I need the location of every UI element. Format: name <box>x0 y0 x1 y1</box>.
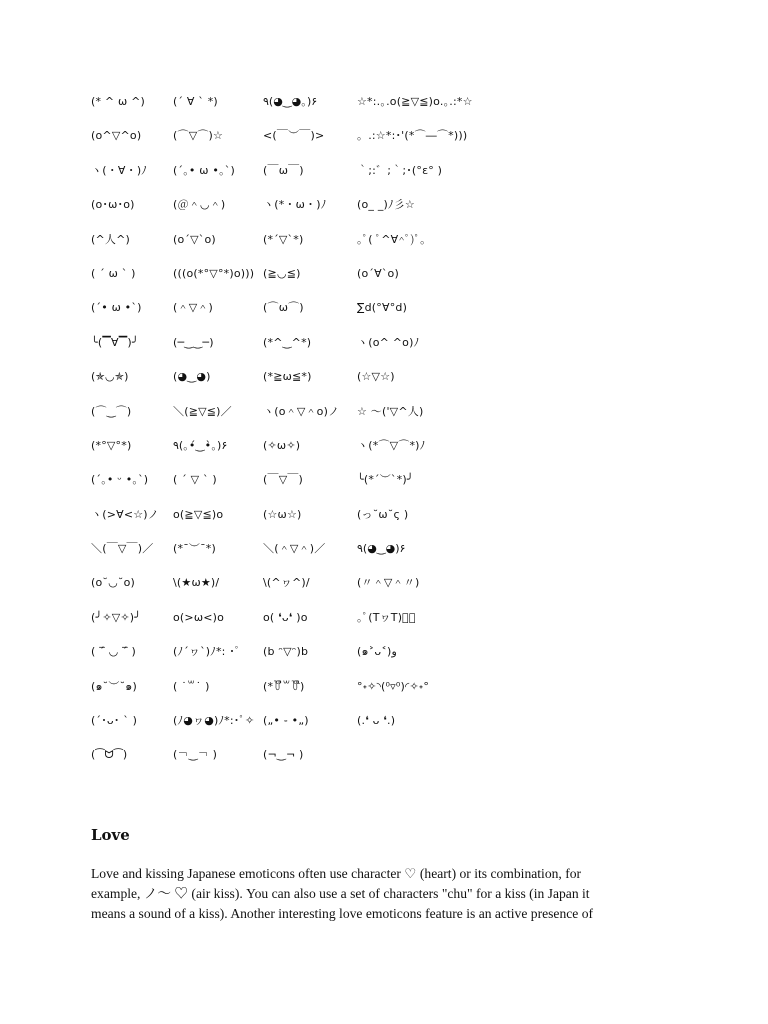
emoticon: (´ ∀ ` *) <box>173 95 218 108</box>
emoticon: (*꒦ິ꒳꒦ີ) <box>263 679 305 693</box>
emoticon: (*¯︶¯*) <box>173 542 216 556</box>
emoticon: ( ´ ▽ ` ) <box>173 473 217 487</box>
emoticon: ヽ(>∀<☆)ノ <box>91 507 160 521</box>
emoticon: ∑d(°∀°d) <box>357 301 408 315</box>
emoticon: (´• ω •`) <box>91 301 142 315</box>
emoticon: (☆▽☆) <box>357 370 395 384</box>
emoticon: (.❛ ᴗ ❛.) <box>357 714 396 728</box>
emoticon: („• ֊ •„) <box>263 714 309 728</box>
emoticon: ╰(▔∀▔)╯ <box>91 335 139 349</box>
emoticon: ٩(◕‿◕｡)۶ <box>263 95 318 108</box>
emoticon: ☆ ～('▽^人) <box>357 404 424 418</box>
emoticon: (〃＾▽＾〃) <box>357 576 420 590</box>
emoticon: \(★ω★)/ <box>173 576 220 590</box>
emoticon: (o^▽^o) <box>91 129 142 143</box>
emoticon: (⌒ω⌒) <box>263 301 304 315</box>
emoticon: (๑˘︶˘๑) <box>91 679 137 693</box>
emoticon: (◕‿◕) <box>173 370 211 384</box>
emoticon: (✧ω✧) <box>263 438 301 452</box>
emoticon: (´｡• ᵕ •｡`) <box>91 473 149 487</box>
emoticon: ( ˙꒳​˙ ) <box>173 679 210 693</box>
paragraph-line: example, ノ～ ♡ (air kiss). You can also use a set of characters "chu" for a kiss (in Japan it <box>91 885 590 901</box>
emoticon: (*≧ω≦*) <box>263 370 312 384</box>
emoticon: 。.:☆*:･'(*⌒―⌒*))) <box>357 129 468 143</box>
emoticon: ( ´ ω ` ) <box>91 266 136 280</box>
emoticon: (¬‿¬ ) <box>263 748 304 762</box>
emoticon: ヽ(*⌒▽⌒*)ﾉ <box>357 438 426 452</box>
emoticon: (＠＾◡＾) <box>173 198 226 212</box>
emoticon: (っ˘ω˘ς ) <box>357 507 409 521</box>
emoticon <box>357 745 597 779</box>
emoticon: (ﾉ◕ヮ◕)ﾉ*:･ﾟ✧ <box>173 714 255 728</box>
emoticon: ٩(｡•́‿•̀｡)۶ <box>173 438 228 452</box>
emoticon: (*´▽`*) <box>263 232 304 246</box>
emoticon: ヽ(o＾▽＾o)ノ <box>263 404 340 418</box>
emoticon: ＼(￣▽￣)／ <box>91 542 154 556</box>
emoticon: (￢‿￢ ) <box>173 748 218 762</box>
emoticon: (￣ω￣) <box>263 163 304 177</box>
emoticon: o( ❛ᴗ❛ )o <box>263 610 308 624</box>
emoticon: (─‿‿─) <box>173 335 214 349</box>
emoticon: (* ^ ω ^) <box>91 95 146 108</box>
emoticon: ｡ﾟ( ﾟ^∀^ﾟ)ﾟ｡ <box>357 232 426 246</box>
emoticon: (((o(*°▽°*)o))) <box>173 266 255 280</box>
emoticon: (o･ω･o) <box>91 198 135 212</box>
emoticon: ＼(＾▽＾)／ <box>263 542 326 556</box>
paragraph-line: Love and kissing Japanese emoticons often use character ♡ (heart) or its combination, for <box>91 866 582 881</box>
emoticon: (o´▽`o) <box>173 232 216 246</box>
emoticon: (´･ᴗ･ ` ) <box>91 714 138 728</box>
emoticon: \(^ヮ^)/ <box>263 576 310 590</box>
emoticon: <(￣︶￣)> <box>263 129 325 143</box>
emoticon: o(>ω<)o <box>173 610 225 624</box>
emoticon: (ﾉ´ヮ`)ﾉ*: ･ﾟ <box>173 645 241 659</box>
emoticon: (b ᵔ▽ᵔ)b <box>263 645 309 659</box>
emoticon: ＼(≧▽≦)／ <box>173 404 232 418</box>
emoticon: (o´∀`o) <box>357 266 399 280</box>
emoticon: (⌒‿⌒) <box>91 404 132 418</box>
emoticon: ヽ(・∀・)ﾉ <box>91 163 148 177</box>
emoticon: (^人^) <box>91 232 131 246</box>
emoticon: (＾▽＾) <box>173 301 214 315</box>
emoticon: (´｡• ω •｡`) <box>173 163 235 177</box>
emoticon: (￣▽￣) <box>263 473 304 487</box>
emoticon: °˖✧◝(⁰▿⁰)◜✧˖° <box>357 679 430 693</box>
emoticon-grid <box>91 92 691 780</box>
emoticon: (o˘◡˘o) <box>91 576 136 590</box>
emoticon: ╰(*´︶`*)╯ <box>357 473 414 487</box>
emoticon: (o_ _)ﾉ彡☆ <box>357 198 415 212</box>
emoticon: ヽ(*・ω・)ﾉ <box>263 198 327 212</box>
emoticon: (☆ω☆) <box>263 507 302 521</box>
emoticon: ｡ﾟ(TヮT)ﾟ｡ <box>357 610 416 624</box>
love-paragraph <box>91 864 691 923</box>
emoticon: o(≧▽≦)o <box>173 507 224 521</box>
emoticon: (๑˃ᴗ˂)ﻭ <box>357 645 397 659</box>
emoticon: (*°▽°*) <box>91 438 132 452</box>
emoticon: ヽ(o^ ^o)ﾉ <box>357 335 420 349</box>
emoticon: (⁀ᗢ⁀) <box>91 748 128 762</box>
emoticon: ( ‾́ ◡ ‾́ ) <box>91 645 136 659</box>
paragraph-line: means a sound of a kiss). Another interesting love emoticons feature is an active presence of <box>91 905 594 921</box>
emoticon: (╯✧▽✧)╯ <box>91 610 142 624</box>
emoticon: (⌒▽⌒)☆ <box>173 129 224 143</box>
emoticon: ☆*:.｡.o(≧▽≦)o.｡.:*☆ <box>357 95 473 108</box>
emoticon: (≧◡≦) <box>263 266 301 280</box>
emoticon: ｀;:゛;｀;･(°ε° ) <box>357 163 443 177</box>
emoticon: (*^‿^*) <box>263 335 312 349</box>
emoticon: ٩(◕‿◕)۶ <box>357 542 406 556</box>
emoticon: (✯◡✯) <box>91 370 129 384</box>
section-heading-love: Love <box>91 826 130 844</box>
